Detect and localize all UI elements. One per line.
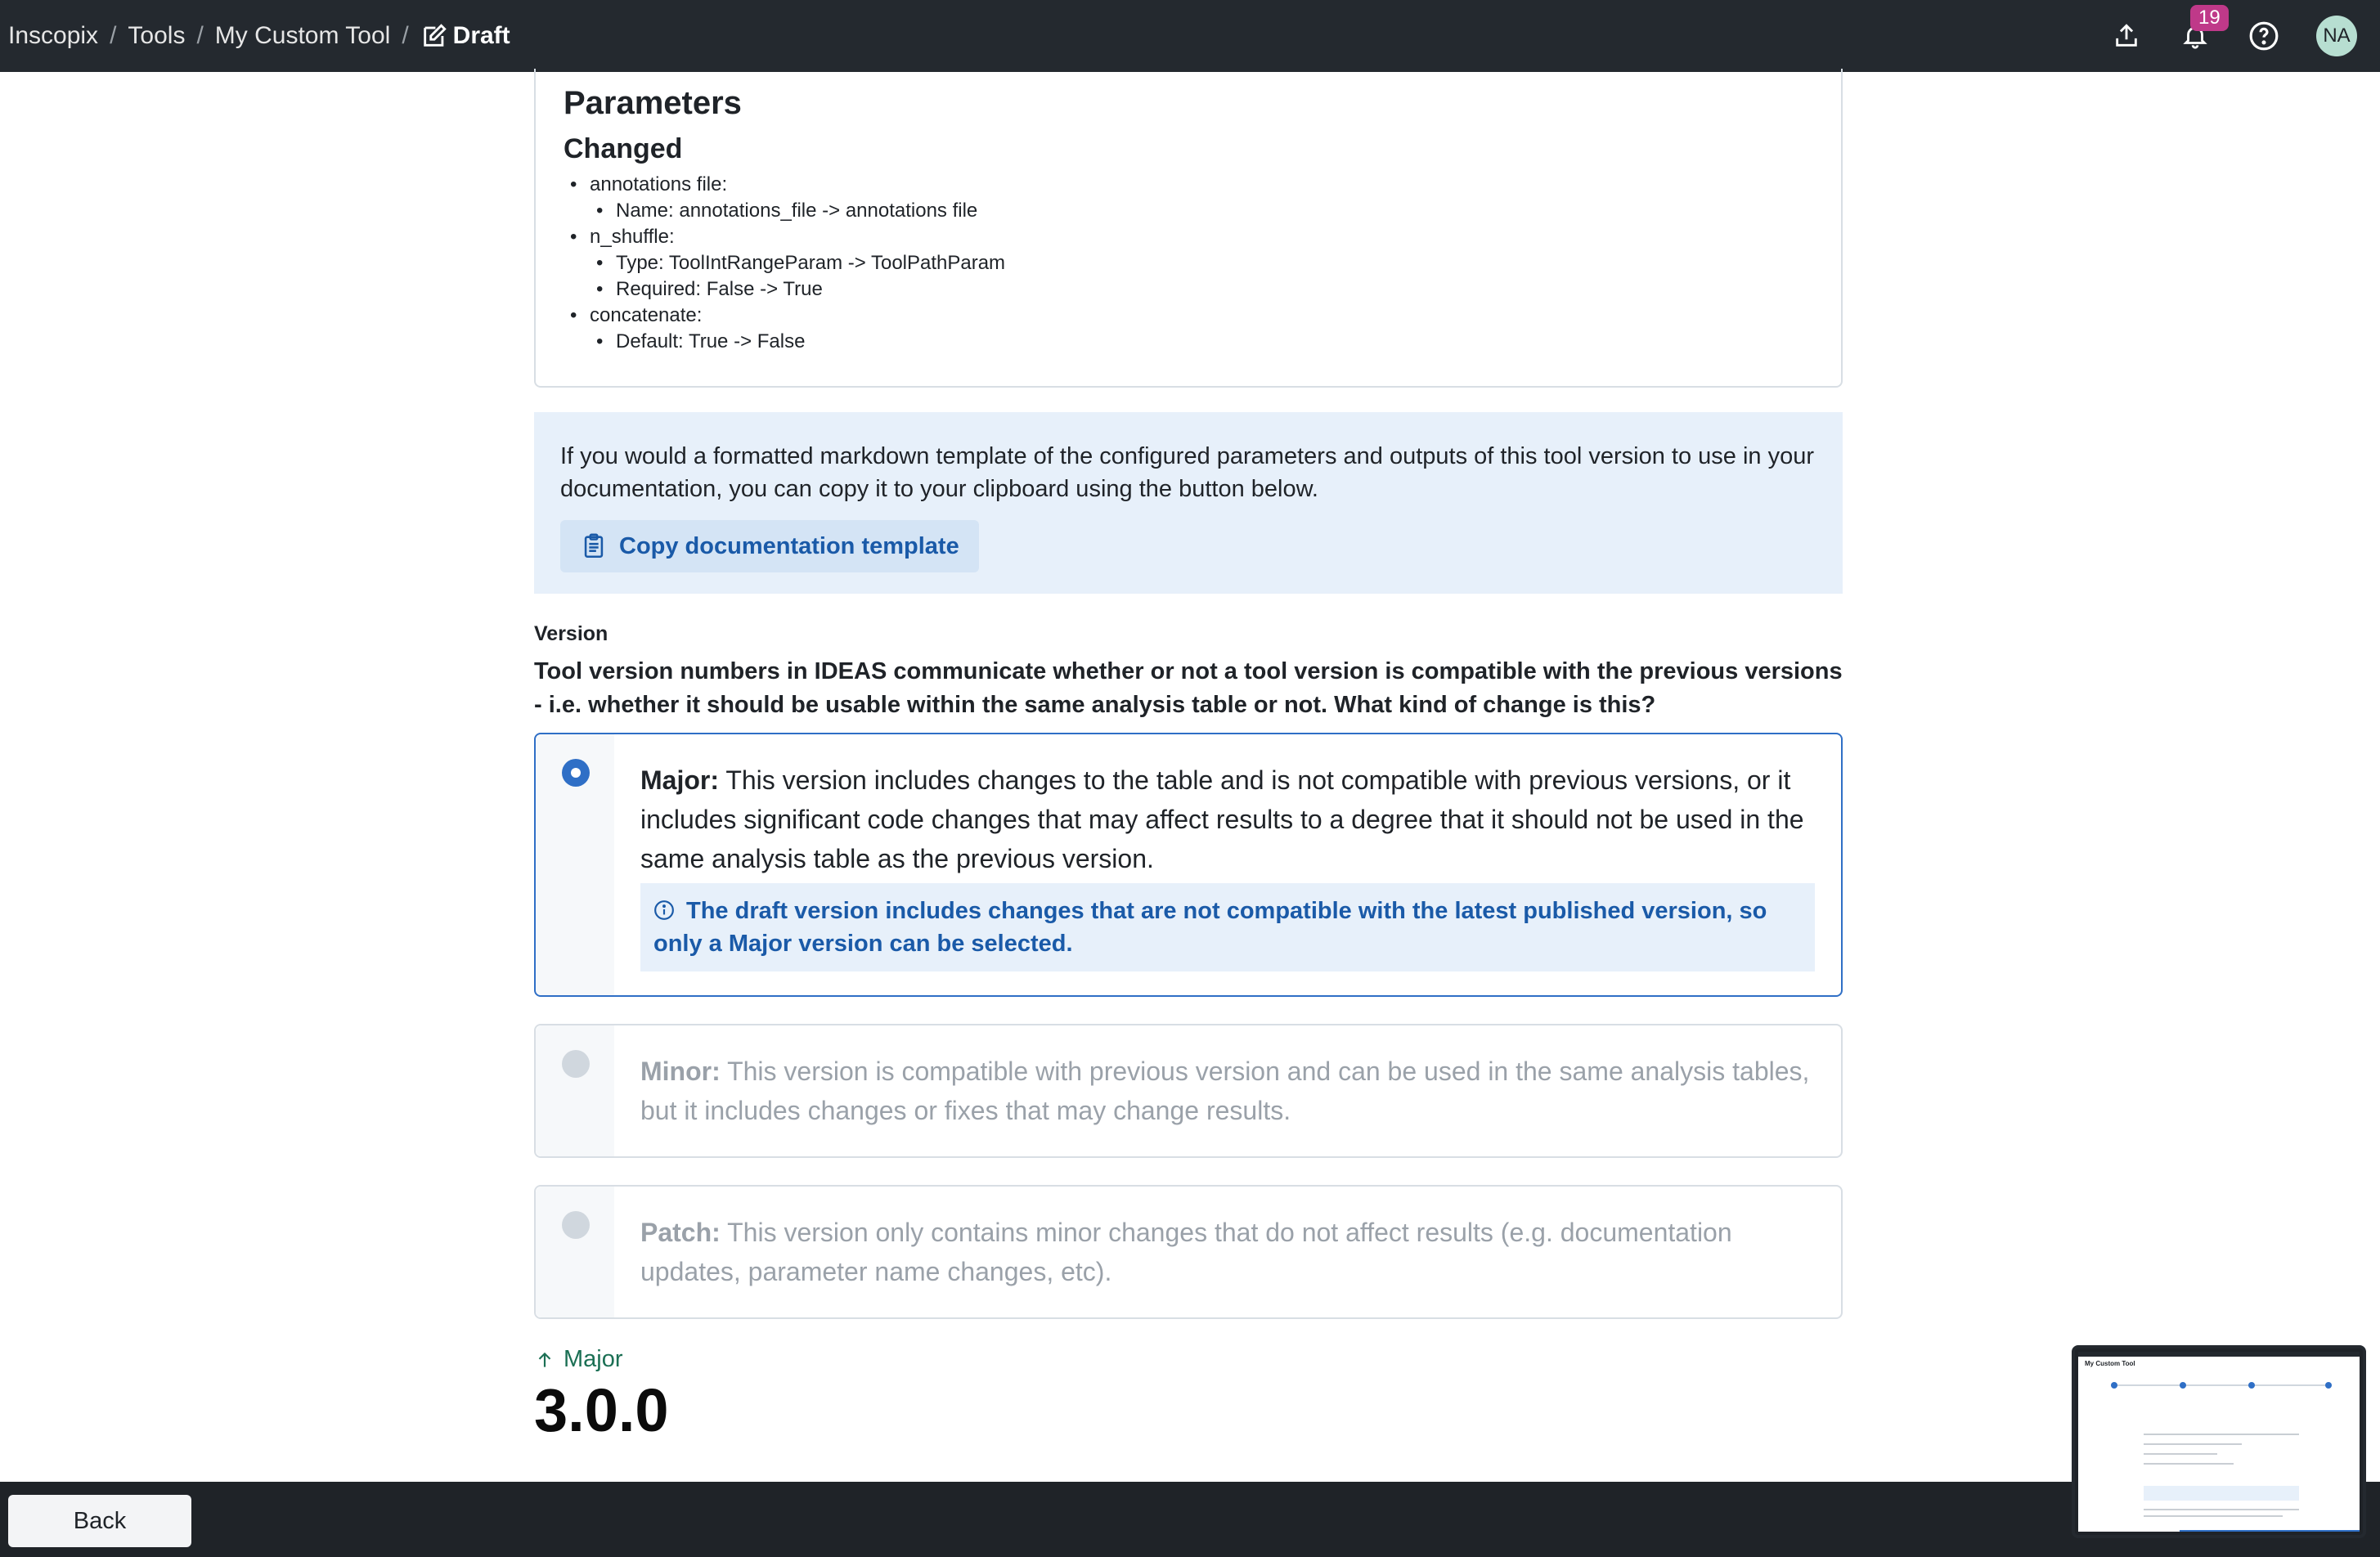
arrow-up-icon — [534, 1349, 555, 1371]
resulting-version-number: 3.0.0 — [534, 1376, 669, 1444]
top-actions — [2110, 0, 2357, 72]
radio-minor[interactable] — [562, 1050, 590, 1078]
radio-column — [536, 734, 614, 995]
version-change-label — [534, 1346, 623, 1373]
option-body — [614, 734, 1841, 995]
version-change-type: Major — [564, 1346, 623, 1372]
changes-list — [564, 172, 1813, 355]
copy-documentation-template-button[interactable] — [560, 520, 979, 572]
thumbnail-content — [2078, 1352, 2360, 1532]
change-name: n_shuffle: — [590, 226, 675, 248]
thumbnail-block — [2144, 1486, 2299, 1501]
option-text: This version is compatible with previous version and can be used in the same analysis tables, but it includes changes or fixes that may change results. — [640, 1057, 1810, 1125]
page-preview-thumbnail[interactable] — [2072, 1345, 2366, 1538]
clipboard-icon — [580, 532, 608, 560]
info-icon — [653, 900, 675, 921]
thumbnail-stepper — [2111, 1384, 2332, 1386]
option-name: Minor: — [640, 1057, 721, 1086]
radio-major[interactable] — [562, 759, 590, 787]
breadcrumb-inscopix[interactable]: Inscopix — [8, 22, 99, 49]
edit-icon — [420, 22, 448, 50]
change-name: annotations file: — [590, 173, 728, 195]
option-body — [614, 1025, 1841, 1156]
copy-button-label: Copy documentation template — [619, 532, 959, 559]
notifications-button[interactable] — [2179, 7, 2221, 52]
thumbnail-step-dot — [2111, 1382, 2117, 1389]
draft-label: Draft — [452, 22, 510, 49]
help-button[interactable] — [2248, 20, 2280, 52]
parameters-changes-panel — [534, 69, 1843, 388]
thumbnail-line — [2144, 1443, 2242, 1445]
breadcrumb — [0, 22, 510, 50]
doc-template-panel — [534, 412, 1843, 594]
thumbnail-topbar — [2078, 1352, 2360, 1357]
change-detail: • Name: annotations_file -> annotations file — [590, 198, 1813, 224]
breadcrumb-tools[interactable]: Tools — [128, 22, 186, 49]
upload-icon — [2113, 22, 2140, 50]
change-detail: • Type: ToolIntRangeParam -> ToolPathParam — [590, 250, 1813, 276]
share-button[interactable] — [2110, 20, 2143, 52]
radio-patch[interactable] — [562, 1211, 590, 1239]
option-name: Major: — [640, 765, 719, 795]
thumbnail-step-dot — [2325, 1382, 2332, 1389]
option-text: This version includes changes to the table and is not compatible with previous versions, or it includes significant code changes that may affect results to a degree that it should not be used in the same analysis table as the previous version. — [640, 765, 1804, 873]
version-option-patch[interactable] — [534, 1185, 1843, 1319]
change-name: concatenate: — [590, 304, 703, 326]
version-option-major[interactable] — [534, 733, 1843, 997]
help-icon — [2248, 20, 2279, 52]
compatibility-note-text: The draft version includes changes that are not compatible with the latest published version, so only a Major version can be selected. — [653, 898, 1767, 957]
thumbnail-title: My Custom Tool — [2085, 1360, 2135, 1367]
list-item — [564, 224, 1813, 303]
thumbnail-line — [2144, 1515, 2283, 1517]
breadcrumb-separator: / — [402, 22, 409, 49]
thumbnail-step-dot — [2248, 1382, 2255, 1389]
back-button[interactable]: Back — [8, 1495, 191, 1547]
avatar[interactable]: NA — [2316, 16, 2357, 56]
radio-column — [536, 1025, 614, 1156]
breadcrumb-my-custom-tool[interactable]: My Custom Tool — [214, 22, 391, 49]
option-text: This version only contains minor changes that do not affect results (e.g. documentation updates, parameter name changes, etc). — [640, 1218, 1732, 1286]
doc-template-text: If you would a formatted markdown template of the configured parameters and outputs of this tool version to use in your documentation, you can copy it to your clipboard using the button below. — [560, 443, 1815, 502]
list-item — [564, 172, 1813, 224]
parameters-title: Parameters — [564, 85, 742, 121]
thumbnail-line — [2144, 1434, 2299, 1435]
version-label: Version — [534, 622, 608, 645]
version-option-minor[interactable] — [534, 1024, 1843, 1158]
thumbnail-line — [2144, 1509, 2299, 1510]
top-bar — [0, 0, 2380, 72]
notification-badge: 19 — [2190, 5, 2229, 31]
version-description: Tool version numbers in IDEAS communicate whether or not a tool version is compatible with the previous versions - i.e. whether it should be usable within the same analysis table or not. What kind of change is this? — [534, 658, 1843, 718]
thumbnail-line — [2144, 1463, 2234, 1465]
change-detail: • Required: False -> True — [590, 276, 1813, 303]
breadcrumb-current — [420, 22, 510, 50]
breadcrumb-separator: / — [110, 22, 117, 49]
thumbnail-step-dot — [2180, 1382, 2186, 1389]
option-body — [614, 1187, 1841, 1317]
changed-title: Changed — [564, 133, 683, 164]
thumbnail-line — [2144, 1453, 2217, 1455]
bottom-bar — [0, 1482, 2380, 1557]
list-item — [564, 303, 1813, 355]
compatibility-note — [640, 883, 1815, 971]
breadcrumb-separator: / — [196, 22, 204, 49]
radio-column — [536, 1187, 614, 1317]
change-detail: • Default: True -> False — [590, 329, 1813, 355]
thumbnail-accent — [2180, 1530, 2360, 1532]
option-name: Patch: — [640, 1218, 721, 1247]
